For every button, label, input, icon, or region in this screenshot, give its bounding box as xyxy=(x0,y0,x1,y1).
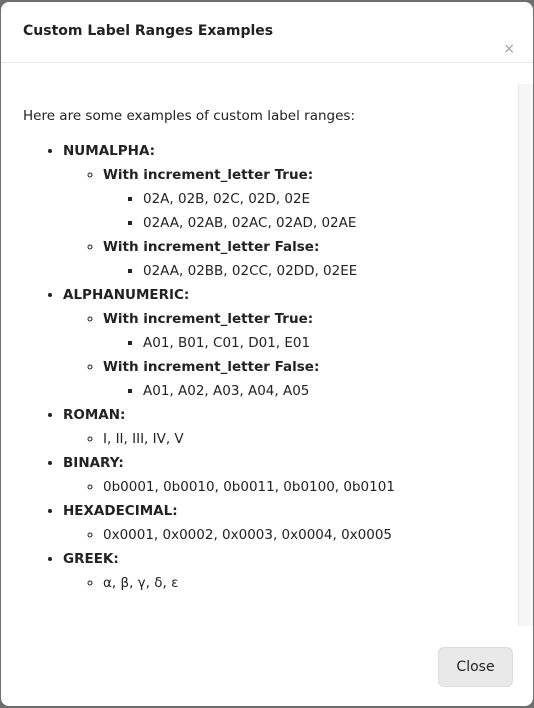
intro-text: Here are some examples of custom label ranges: xyxy=(23,108,355,124)
close-button[interactable]: Close xyxy=(438,647,513,687)
list-item-roman xyxy=(63,403,395,451)
list-item: ◦ α, β, γ, δ, ε xyxy=(103,571,395,595)
list-item: ▪ 02AA, 02AB, 02AC, 02AD, 02AE xyxy=(143,211,395,235)
sub-label: With increment_letter False: xyxy=(103,239,320,255)
custom-label-ranges-modal xyxy=(1,2,533,706)
close-icon[interactable]: × xyxy=(503,41,515,57)
sub-label: With increment_letter False: xyxy=(103,359,320,375)
section-label: GREEK: xyxy=(63,551,119,567)
modal-footer xyxy=(1,626,533,706)
list-item: ▪ A01, B01, C01, D01, E01 xyxy=(143,331,395,355)
section-label: ALPHANUMERIC: xyxy=(63,287,190,303)
modal-title: Custom Label Ranges Examples xyxy=(23,23,274,39)
list-item: ◦ I, II, III, IV, V xyxy=(103,427,395,451)
list-item: ◦ 0b0001, 0b0010, 0b0011, 0b0100, 0b0101 xyxy=(103,475,395,499)
list-item xyxy=(103,163,395,235)
label-range-list xyxy=(1,139,395,595)
list-item-numalpha xyxy=(63,139,395,283)
list-item: ▪ A01, A02, A03, A04, A05 xyxy=(143,379,395,403)
list-item xyxy=(103,307,395,355)
section-label: ROMAN: xyxy=(63,407,126,423)
list-item: ◦ 0x0001, 0x0002, 0x0003, 0x0004, 0x0005 xyxy=(103,523,395,547)
section-label: HEXADECIMAL: xyxy=(63,503,178,519)
scrollbar[interactable] xyxy=(518,84,533,626)
list-item: ▪ 02AA, 02BB, 02CC, 02DD, 02EE xyxy=(143,259,395,283)
list-item-greek xyxy=(63,547,395,595)
list-item xyxy=(103,235,395,283)
section-label: BINARY: xyxy=(63,455,124,471)
list-item: ▪ 02A, 02B, 02C, 02D, 02E xyxy=(143,187,395,211)
modal-header xyxy=(1,2,533,63)
section-label: NUMALPHA: xyxy=(63,143,156,159)
list-item-binary xyxy=(63,451,395,499)
list-item xyxy=(103,355,395,403)
list-item-alphanumeric xyxy=(63,283,395,403)
sub-label: With increment_letter True: xyxy=(103,311,314,327)
sub-label: With increment_letter True: xyxy=(103,167,314,183)
modal-body xyxy=(1,63,519,626)
list-item-hexadecimal xyxy=(63,499,395,547)
